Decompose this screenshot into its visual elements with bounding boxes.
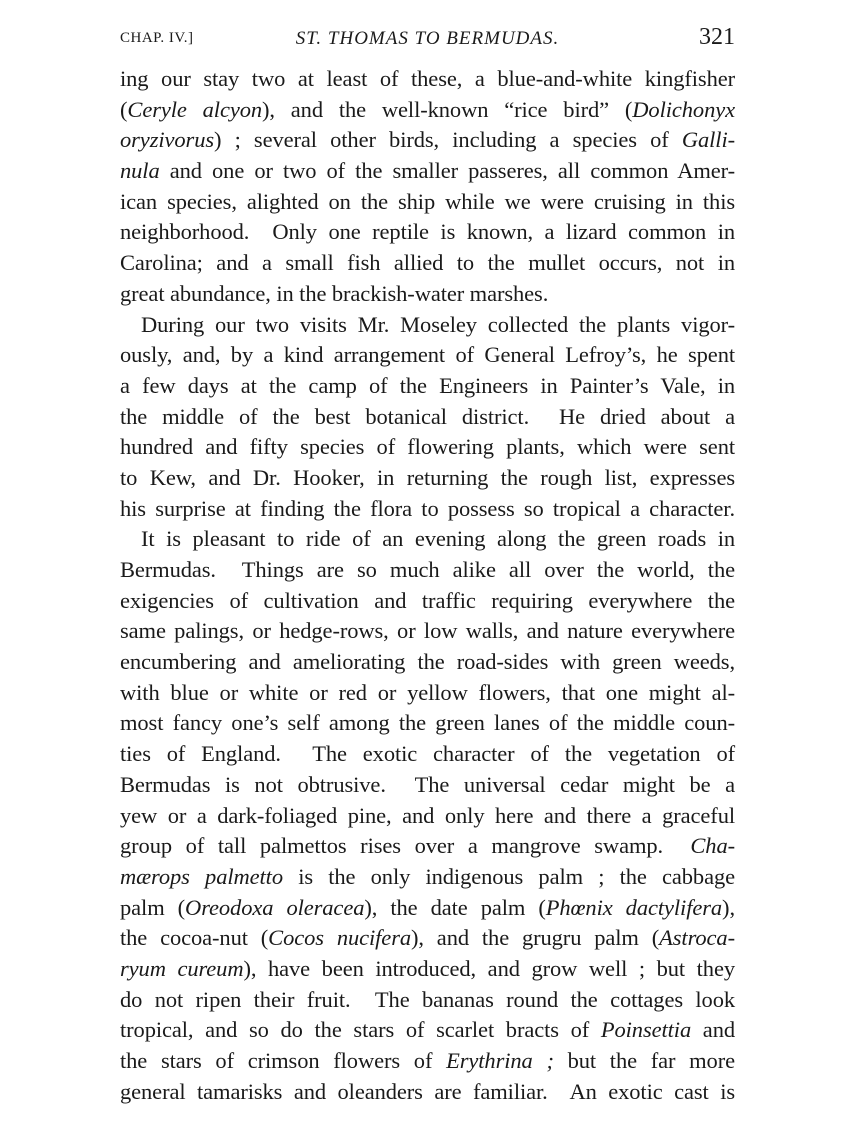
text-run: general tamarisks and oleanders are familiar. An exotic cast is [120,1078,735,1104]
text-run: ing our stay two at least of these, a blue-and-white kingfisher [120,66,735,91]
text-line [120,432,735,463]
text-run: but the far more [553,1048,735,1073]
text-run: Bermudas is not obtrusive. The universal cedar might be a [120,771,735,797]
text-line [120,524,735,555]
text-run: and one or two of the smaller passeres, all common Amer- [159,158,735,184]
text-line [120,647,735,678]
running-header [120,26,735,56]
italic-text: oryzivorus [120,127,214,153]
text-line [120,770,735,801]
text-run: ties of England. The exotic character of the vegetation of [120,741,735,767]
italic-text: Phœnix dactylifera [545,894,723,920]
text-line [120,616,735,647]
text-run: same palings, or hedge-rows, or low walls, and nature everywhere [120,618,735,644]
text-line [120,1077,735,1108]
text-line [120,310,735,341]
text-run: ), [722,894,735,920]
text-run: ously, and, by a kind arrangement of General Lefroy’s, he spent [120,342,735,368]
text-run: the cocoa-nut ( [120,925,269,951]
text-run: group of tall palmettos rises over a mangrove swamp. [120,833,691,859]
page-body-text [120,64,735,1107]
text-line [120,248,735,279]
text-run: yew or a dark-foliaged pine, and only here and there a graceful [120,802,735,828]
text-run: to Kew, and Dr. Hooker, in returning the rough list, expresses [120,464,735,490]
text-line [120,494,735,525]
text-run: hundred and fifty species of flowering plants, which were sent [120,434,735,460]
text-line [120,893,735,924]
text-run: ) ; several other birds, including a species of [214,127,682,153]
text-line [120,156,735,187]
text-line [120,678,735,709]
text-run: ican species, alighted on the ship while we were cruising in this [120,188,735,214]
text-line [120,95,735,126]
text-run: palm ( [120,894,186,920]
italic-text: Cocos nucifera [268,925,411,951]
text-run: a few days at the camp of the Engineers in Painter’s Vale, in [120,372,735,398]
page-number: 321 [699,24,735,50]
text-run: exigencies of cultivation and traffic requiring everywhere the [120,587,735,613]
text-run: the middle of the best botanical district. He dried about a [120,403,735,429]
text-line [120,371,735,402]
italic-text: mærops palmetto [120,863,283,889]
text-line [120,862,735,893]
italic-text: nula [120,158,160,184]
text-run: ), have been introduced, and grow well ; but they [243,955,735,981]
text-line [120,923,735,954]
text-run: his surprise at finding the flora to possess so tropical a character. [120,495,735,521]
italic-text: Oreodoxa oleracea [185,894,365,920]
text-line [120,279,735,310]
italic-text: Erythrina ; [446,1048,554,1073]
text-run: ), and the grugru palm ( [411,925,660,951]
text-run: encumbering and ameliorating the road-sides with green weeds, [120,649,735,675]
text-line [120,586,735,617]
italic-text: ryum cureum [120,955,244,981]
text-run: ), and the well-known “rice bird” ( [262,96,633,122]
text-line [120,340,735,371]
running-title: ST. THOMAS TO BERMUDAS. [295,28,560,49]
text-line [120,1046,735,1077]
text-run: neighborhood. Only one reptile is known, a lizard common in [120,219,735,245]
text-line [120,217,735,248]
text-line [120,831,735,862]
text-line [120,187,735,218]
text-run: the stars of crimson flowers of [120,1048,447,1073]
text-run: ), the date palm ( [364,894,546,920]
text-run: do not ripen their fruit. The bananas round the cottages look [120,986,735,1012]
text-run: It is pleasant to ride of an evening along the green roads in [141,526,735,552]
chapter-label: CHAP. IV.] [120,30,194,46]
text-run: most fancy one’s self among the green lanes of the middle coun- [120,710,735,736]
text-run: ( [120,96,128,122]
text-line [120,739,735,770]
text-line [120,1015,735,1046]
italic-text: Poinsettia [600,1017,692,1043]
text-run: great abundance, in the brackish-water marshes. [120,280,549,306]
text-line [120,801,735,832]
text-line [120,985,735,1016]
italic-text: Cha- [690,833,735,859]
text-line [120,555,735,586]
text-run: tropical, and so do the stars of scarlet bracts of [120,1017,601,1043]
italic-text: Ceryle alcyon [127,96,263,122]
text-run: and [691,1017,735,1043]
italic-text: Dolichonyx [632,96,735,122]
text-run: Carolina; and a small fish allied to the mullet occurs, not in [120,250,735,276]
text-run: During our two visits Mr. Moseley collected the plants vigor- [141,311,735,337]
text-line [120,125,735,156]
text-line [120,64,735,95]
italic-text: Astroca- [659,925,735,951]
text-run: Bermudas. Things are so much alike all over the world, the [120,557,735,582]
text-line [120,402,735,433]
text-line [120,708,735,739]
text-run: with blue or white or red or yellow flowers, that one might al- [120,679,735,705]
text-line [120,954,735,985]
text-line [120,463,735,494]
text-run: is the only indigenous palm ; the cabbage [283,863,735,889]
italic-text: Galli- [681,127,735,153]
